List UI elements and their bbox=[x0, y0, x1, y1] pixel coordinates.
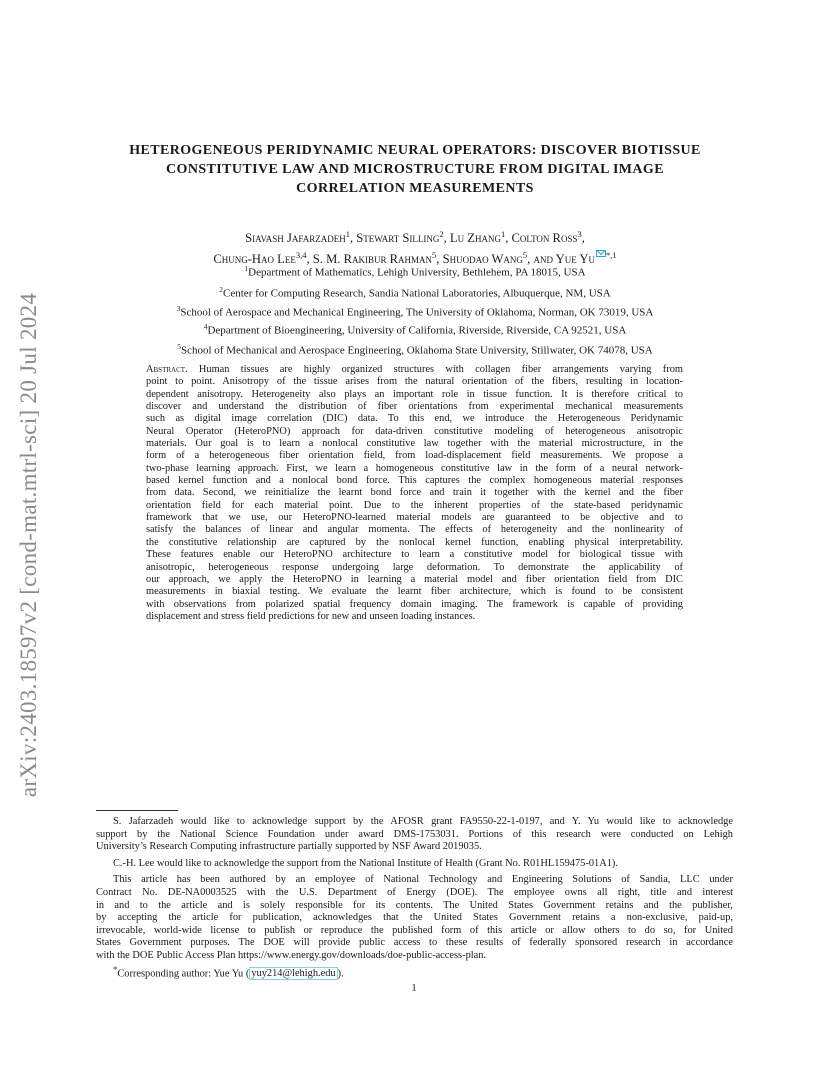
footnote-divider bbox=[96, 810, 178, 811]
arxiv-identifier bbox=[14, 250, 44, 840]
abstract-line: form of a heterogeneous fiber orientation field, from load-displacement field measurements. We propose a bbox=[146, 450, 683, 462]
author-name: Shuodao Wang bbox=[442, 252, 523, 267]
affiliation-text: Department of Mathematics, Lehigh University, Bethlehem, PA 18015, USA bbox=[248, 266, 586, 279]
footnote-line: Contract No. DE-NA0003525 with the U.S. Department of Energy (DOE). The employee owns all right, title and interest bbox=[96, 886, 733, 898]
abstract-line: dependent anisotropy. Heterogeneity also plays an important role in tissue function. It is therefore critical to bbox=[146, 388, 683, 400]
affiliation-number: 4 bbox=[203, 322, 208, 331]
footnote-line: C.-H. Lee would like to acknowledge the support from the National Institute of Health (Grant No. R01HL159475-01A1). bbox=[113, 857, 618, 869]
author-name: Lu Zhang bbox=[449, 231, 501, 246]
abstract-line bbox=[146, 364, 683, 376]
affiliation-marker: ,1 bbox=[610, 250, 617, 261]
email-link[interactable]: yuy214@lehigh.edu bbox=[251, 968, 336, 979]
title-line: HETEROGENEOUS PERIDYNAMIC NEURAL OPERATORS: DISCOVER BIOTISSUE bbox=[129, 143, 701, 158]
footnote-line: States Government purposes. The DOE will provide public access to these results of federally sponsored research in accordance bbox=[96, 937, 733, 949]
abstract-line: based kernel function and a nonlocal bond force. This captures the complex homogeneous material responses bbox=[146, 475, 683, 487]
corresponding-author bbox=[96, 963, 733, 981]
page-number: 1 bbox=[411, 983, 417, 994]
abstract-line: These features enable our HeteroPNO architecture to learn a constitutive model for biological tissue with bbox=[146, 549, 683, 561]
affiliation-number: 1 bbox=[244, 264, 249, 273]
affiliation-5 bbox=[95, 342, 735, 357]
corresponding-marker: * bbox=[606, 250, 611, 261]
abstract-line: the constitutive relationship are captured by the nonlocal kernel function, enabling physical interpretability. bbox=[146, 536, 683, 548]
abstract-line: two-phase learning approach. First, we learn a homogeneous constitutive law in the form of a neural network- bbox=[146, 462, 683, 474]
affiliation-text: School of Mechanical and Aerospace Engineering, Oklahoma State University, Stillwater, OK 74078, USA bbox=[181, 344, 653, 357]
affiliation-number: 3 bbox=[176, 304, 181, 313]
abstract-line: point to point. Anisotropy of the tissue arises from the natural orientation of the fibers, resulting in location- bbox=[146, 376, 683, 388]
author-name: Chung-Hao Lee bbox=[213, 252, 296, 267]
affiliation-marker: 2 bbox=[439, 229, 444, 239]
footnote-line: University’s Research Computing infrastructure partially supported by NSF Award 2019035. bbox=[96, 841, 482, 853]
abstract-line: from data. Second, we reinitialize the learnt bond force and train it together with the kernel and the fiber bbox=[146, 487, 683, 499]
affiliation-text: School of Aerospace and Mechanical Engineering, The University of Oklahoma, Norman, OK 73019, USA bbox=[180, 306, 654, 319]
title-line: CONSTITUTIVE LAW AND MICROSTRUCTURE FROM DIGITAL IMAGE bbox=[166, 162, 664, 177]
abstract bbox=[146, 364, 683, 623]
footnote-line: by accepting the article for publication, acknowledges that the United States Government retains a non-exclusive, paid-up, bbox=[96, 912, 733, 924]
author-line: Siavash Jafarzadeh$^1$, Stewart Silling$^2$, Lu Zhang$^1$, Colton Ross$^3$, bbox=[245, 229, 585, 246]
corresponding-marker: * bbox=[113, 963, 118, 974]
abstract-line: our approach, we apply the HeteroPNO in learning a material model and fiber orientation field from DIC bbox=[146, 573, 683, 585]
affiliation-text: Department of Bioengineering, University of California, Riverside, Riverside, CA 92521, USA bbox=[207, 324, 627, 337]
abstract-line: framework that we use, our HeteroPNO-learned material models are guaranteed to be objective and to bbox=[146, 512, 683, 524]
abstract-line: satisfy the balances of linear and angular momenta. The effects of heterogeneity and the nonlinearity of bbox=[146, 524, 683, 536]
abstract-line: measurements in biaxial testing. We evaluate the learnt fiber architecture, which is found to be consistent bbox=[146, 586, 683, 598]
abstract-line: anisotropic, heterogeneous response undergoing large deformation. To demonstrate the applicability of bbox=[146, 561, 683, 573]
affiliation-1 bbox=[95, 264, 735, 279]
footnote-line: with the DOE Public Access Plan https://www.energy.gov/downloads/doe-public-access-plan. bbox=[96, 949, 487, 961]
affiliation-number: 2 bbox=[219, 285, 224, 294]
footnote-line: This article has been authored by an employee of National Technology and Engineering Solutions of Sandia, LLC under bbox=[113, 874, 733, 886]
author-list bbox=[95, 226, 735, 268]
abstract-line: discover and understand the distribution of fiber orientations from experimental mechanical measurements bbox=[146, 401, 683, 413]
author-name: S. M. Rakibur Rahman bbox=[312, 252, 433, 267]
author-name: Yue Yu bbox=[555, 252, 596, 267]
title-line: CORRELATION MEASUREMENTS bbox=[296, 181, 534, 196]
footnote-line: irrevocable, world-wide license to publish or reproduce the published form of this article or allow others to do so, for United bbox=[96, 924, 733, 936]
affiliation-marker: 1 bbox=[500, 229, 506, 239]
affiliation-number: 5 bbox=[177, 342, 181, 351]
abstract-line: Neural Operator (HeteroPNO) approach for data-driven constitutive modeling of heterogeneous anisotropic bbox=[146, 425, 683, 437]
affiliation-4 bbox=[95, 322, 735, 337]
abstract-line: materials. Our goal is to learn a nonlocal constitutive law together with the material microstructure, in the bbox=[146, 438, 683, 450]
abstract-line: orientation field for each material point. Due to the inherent properties of the state-based peridynamic bbox=[146, 499, 683, 511]
author-name: Siavash Jafarzadeh bbox=[245, 231, 346, 246]
paper-title bbox=[95, 141, 735, 198]
footnote-line: S. Jafarzadeh would like to acknowledge support by the AFOSR grant FA9550-22-1-0197, and Y. Yu would like to acknowledge bbox=[113, 816, 733, 827]
corresponding-text: Corresponding author: Yue Yu ( bbox=[117, 968, 250, 979]
abstract-line: displacement and stress field predictions for new and unseen loading instances. bbox=[146, 610, 476, 622]
abstract-text: Human tissues are highly organized structures with collagen fiber arrangements varying from bbox=[187, 364, 683, 375]
author-line: Chung-Hao Lee$^{3,4}$, S. M. Rakibur Rahman$^5$, Shuodao Wang$^5$, and Yue Yu $^{*,1}$ bbox=[213, 250, 617, 267]
author-conjunction: and bbox=[533, 252, 553, 267]
affiliation-3 bbox=[95, 304, 735, 319]
footnotes bbox=[96, 816, 733, 981]
affiliation-marker: 1 bbox=[345, 229, 350, 239]
author-name: Stewart Silling bbox=[356, 231, 440, 246]
mail-icon[interactable] bbox=[596, 250, 606, 257]
affiliation-marker: 5 bbox=[432, 250, 437, 261]
abstract-label: Abstract. bbox=[146, 364, 188, 375]
affiliation-marker: 3 bbox=[577, 229, 582, 239]
abstract-line: such as digital image correlation (DIC) data. To this end, we introduce the Heterogeneous Peridynamic bbox=[146, 413, 683, 425]
footnote-line: in and to the article and is solely responsible for its contents. The United States Government retains and the publisher, bbox=[96, 899, 733, 911]
corresponding-text: ). bbox=[337, 968, 344, 979]
affiliation-marker: 5 bbox=[522, 250, 528, 261]
affiliation-2 bbox=[95, 285, 735, 300]
affiliation-marker: 3,4 bbox=[295, 250, 307, 261]
arxiv-identifier-text: arXiv:2403.18597v2 [cond-mat.mtrl-sci] 20 Jul 2024 bbox=[16, 292, 41, 798]
abstract-line: with observations from polarized spatial frequency domain imaging. The framework is capable of providing bbox=[146, 598, 683, 610]
author-name: Colton Ross bbox=[511, 231, 578, 246]
footnote-line: support by the National Science Foundation under award DMS-1753031. Portions of this research were conducted on Lehigh bbox=[96, 828, 733, 840]
affiliation-text: Center for Computing Research, Sandia National Laboratories, Albuquerque, NM, USA bbox=[223, 287, 611, 300]
